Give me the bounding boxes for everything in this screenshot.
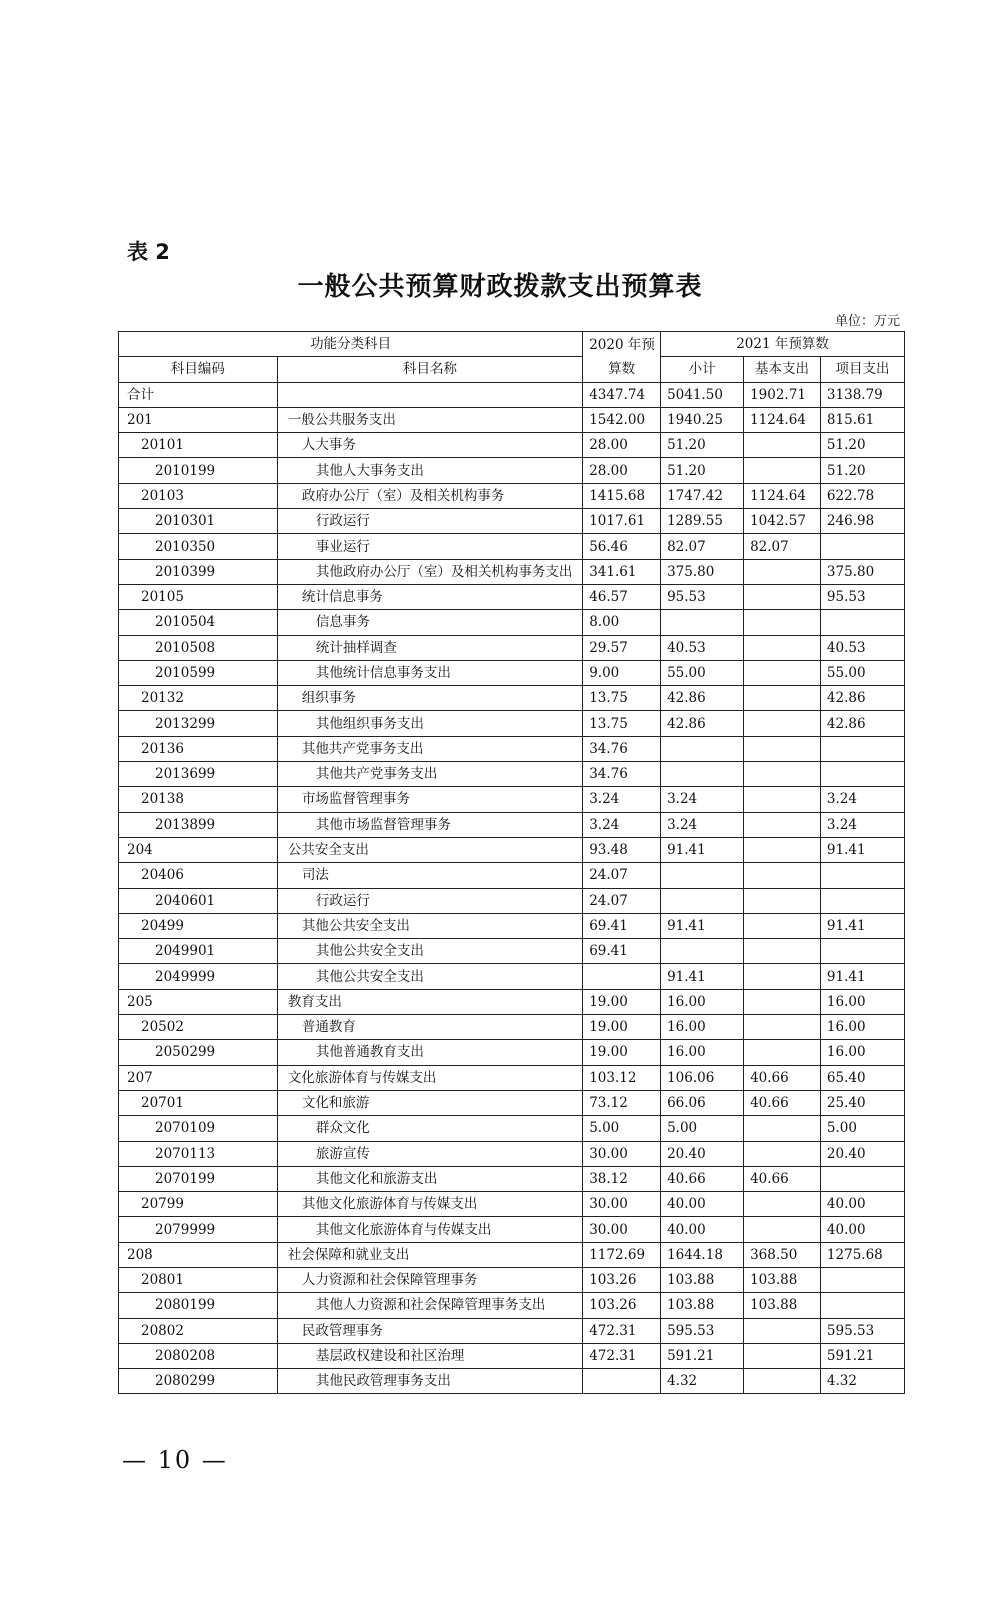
basic-cell [744,1040,821,1065]
subtotal-cell: 91.41 [661,964,744,989]
header-budget-2021: 2021 年预算数 [661,332,905,357]
budget-2020-cell: 3.24 [583,787,661,812]
budget-2020-cell: 28.00 [583,458,661,483]
name-cell: 其他公共安全支出 [277,964,582,989]
name-cell: 政府办公厅（室）及相关机构事务 [277,483,582,508]
code-cell: 2010199 [119,458,278,483]
subtotal-cell: 4.32 [661,1369,744,1394]
project-cell: 16.00 [820,989,904,1014]
basic-cell [744,863,821,888]
basic-cell: 82.07 [744,534,821,559]
project-cell: 65.40 [820,1065,904,1090]
basic-cell [744,610,821,635]
name-cell: 其他共产党事务支出 [277,736,582,761]
subtotal-cell: 1747.42 [661,483,744,508]
table-row [119,1015,905,1040]
budget-2020-cell: 5.00 [583,1116,661,1141]
code-cell: 2010350 [119,534,278,559]
subtotal-cell: 103.88 [661,1293,744,1318]
basic-cell [744,787,821,812]
subtotal-cell [661,762,744,787]
basic-cell: 40.66 [744,1166,821,1191]
table-row [119,1116,905,1141]
subtotal-cell: 591.21 [661,1343,744,1368]
budget-2020-cell: 1415.68 [583,483,661,508]
basic-cell [744,584,821,609]
basic-cell [744,458,821,483]
code-cell: 20801 [119,1267,278,1292]
name-cell: 事业运行 [277,534,582,559]
table-row [119,1318,905,1343]
table-row [119,584,905,609]
budget-table [118,331,905,1394]
project-cell [820,1166,904,1191]
code-cell: 207 [119,1065,278,1090]
budget-2020-cell [583,964,661,989]
table-row [119,1293,905,1318]
code-cell: 20499 [119,913,278,938]
name-cell: 其他共产党事务支出 [277,762,582,787]
project-cell: 25.40 [820,1090,904,1115]
project-cell [820,888,904,913]
basic-cell: 40.66 [744,1065,821,1090]
code-cell: 2013299 [119,711,278,736]
code-cell: 2010301 [119,509,278,534]
budget-2020-cell: 56.46 [583,534,661,559]
basic-cell [744,939,821,964]
name-cell: 群众文化 [277,1116,582,1141]
code-cell: 20132 [119,686,278,711]
basic-cell: 103.88 [744,1293,821,1318]
subtotal-cell [661,736,744,761]
project-cell: 1275.68 [820,1242,904,1267]
basic-cell [744,1217,821,1242]
table-row [119,686,905,711]
project-cell [820,762,904,787]
basic-cell: 40.66 [744,1090,821,1115]
budget-2020-cell: 8.00 [583,610,661,635]
name-cell: 统计抽样调查 [277,635,582,660]
basic-cell [744,635,821,660]
name-cell: 其他文化旅游体育与传媒支出 [277,1217,582,1242]
budget-2020-cell: 30.00 [583,1217,661,1242]
code-cell: 20105 [119,584,278,609]
project-cell [820,736,904,761]
header-project: 项目支出 [820,357,904,382]
project-cell: 3138.79 [820,382,904,407]
name-cell: 普通教育 [277,1015,582,1040]
project-cell [820,939,904,964]
project-cell [820,610,904,635]
basic-cell: 368.50 [744,1242,821,1267]
code-cell: 2079999 [119,1217,278,1242]
basic-cell [744,964,821,989]
table-row [119,509,905,534]
subtotal-cell: 16.00 [661,1040,744,1065]
subtotal-cell: 66.06 [661,1090,744,1115]
header-budget-2020 [583,332,661,383]
subtotal-cell: 16.00 [661,989,744,1014]
subtotal-cell: 1289.55 [661,509,744,534]
subtotal-cell: 3.24 [661,812,744,837]
budget-2020-cell: 13.75 [583,711,661,736]
project-cell: 815.61 [820,407,904,432]
budget-2020-cell: 34.76 [583,762,661,787]
table-row [119,610,905,635]
subtotal-cell: 91.41 [661,913,744,938]
budget-2020-cell: 103.26 [583,1293,661,1318]
basic-cell [744,812,821,837]
project-cell [820,863,904,888]
project-cell: 5.00 [820,1116,904,1141]
name-cell: 其他民政管理事务支出 [277,1369,582,1394]
code-cell: 2080299 [119,1369,278,1394]
project-cell: 622.78 [820,483,904,508]
project-cell: 595.53 [820,1318,904,1343]
project-cell: 375.80 [820,559,904,584]
table-row [119,483,905,508]
table-row [119,888,905,913]
header-row-2 [119,357,905,382]
table-row [119,1090,905,1115]
name-cell: 其他人大事务支出 [277,458,582,483]
table-row [119,1166,905,1191]
subtotal-cell: 40.66 [661,1166,744,1191]
project-cell: 40.53 [820,635,904,660]
basic-cell: 1042.57 [744,509,821,534]
name-cell: 教育支出 [277,989,582,1014]
budget-2020-cell: 73.12 [583,1090,661,1115]
basic-cell [744,1369,821,1394]
budget-2020-cell: 472.31 [583,1343,661,1368]
budget-2020-cell: 24.07 [583,888,661,913]
basic-cell: 1902.71 [744,382,821,407]
project-cell: 16.00 [820,1040,904,1065]
basic-cell [744,989,821,1014]
subtotal-cell: 3.24 [661,787,744,812]
subtotal-cell: 595.53 [661,1318,744,1343]
project-cell [820,1293,904,1318]
project-cell: 40.00 [820,1217,904,1242]
code-cell: 20136 [119,736,278,761]
name-cell: 其他文化旅游体育与传媒支出 [277,1192,582,1217]
name-cell: 民政管理事务 [277,1318,582,1343]
name-cell: 其他人力资源和社会保障管理事务支出 [277,1293,582,1318]
table-row [119,458,905,483]
budget-2020-cell: 1542.00 [583,407,661,432]
budget-2020-cell: 103.26 [583,1267,661,1292]
name-cell: 人大事务 [277,433,582,458]
budget-2020-cell: 1172.69 [583,1242,661,1267]
code-cell: 2010599 [119,660,278,685]
header-budget-2020-line1: 2020 年预 [589,336,655,353]
name-cell: 其他文化和旅游支出 [277,1166,582,1191]
basic-cell [744,1015,821,1040]
table-row [119,1040,905,1065]
subtotal-cell [661,888,744,913]
basic-cell: 103.88 [744,1267,821,1292]
name-cell: 公共安全支出 [277,837,582,862]
project-cell: 20.40 [820,1141,904,1166]
code-cell: 204 [119,837,278,862]
budget-2020-cell: 1017.61 [583,509,661,534]
code-cell: 合计 [119,382,278,407]
table-row [119,559,905,584]
code-cell: 20101 [119,433,278,458]
project-cell: 55.00 [820,660,904,685]
budget-2020-cell: 103.12 [583,1065,661,1090]
budget-2020-cell: 13.75 [583,686,661,711]
name-cell: 文化旅游体育与传媒支出 [277,1065,582,1090]
table-row [119,863,905,888]
name-cell: 司法 [277,863,582,888]
basic-cell [744,711,821,736]
basic-cell [744,1116,821,1141]
project-cell [820,1267,904,1292]
code-cell: 2080208 [119,1343,278,1368]
code-cell: 2010399 [119,559,278,584]
table-row [119,1369,905,1394]
budget-2020-cell [583,1369,661,1394]
basic-cell [744,1192,821,1217]
page-number: — 10 — [122,1446,228,1474]
name-cell: 其他政府办公厅（室）及相关机构事务支出 [277,559,582,584]
subtotal-cell: 5.00 [661,1116,744,1141]
budget-2020-cell: 38.12 [583,1166,661,1191]
name-cell: 其他市场监督管理事务 [277,812,582,837]
code-cell: 20138 [119,787,278,812]
basic-cell [744,736,821,761]
project-cell: 91.41 [820,913,904,938]
subtotal-cell: 91.41 [661,837,744,862]
basic-cell [744,686,821,711]
name-cell: 组织事务 [277,686,582,711]
budget-2020-cell: 69.41 [583,913,661,938]
code-cell: 2080199 [119,1293,278,1318]
budget-2020-cell: 4347.74 [583,382,661,407]
table-row [119,837,905,862]
code-cell: 2040601 [119,888,278,913]
code-cell: 2010508 [119,635,278,660]
project-cell [820,534,904,559]
table-row [119,1141,905,1166]
header-function-category: 功能分类科目 [119,332,583,357]
code-cell: 20799 [119,1192,278,1217]
table-row [119,762,905,787]
project-cell: 91.41 [820,964,904,989]
code-cell: 208 [119,1242,278,1267]
subtotal-cell: 42.86 [661,711,744,736]
name-cell: 其他组织事务支出 [277,711,582,736]
name-cell [277,382,582,407]
project-cell: 4.32 [820,1369,904,1394]
subtotal-cell: 20.40 [661,1141,744,1166]
budget-2020-cell: 9.00 [583,660,661,685]
subtotal-cell: 5041.50 [661,382,744,407]
name-cell: 行政运行 [277,509,582,534]
table-label: 表 2 [127,240,170,264]
table-row [119,1267,905,1292]
project-cell: 91.41 [820,837,904,862]
subtotal-cell [661,939,744,964]
basic-cell [744,1343,821,1368]
header-subtotal: 小计 [661,357,744,382]
budget-2020-cell: 24.07 [583,863,661,888]
budget-2020-cell: 46.57 [583,584,661,609]
code-cell: 2049999 [119,964,278,989]
code-cell: 2013699 [119,762,278,787]
subtotal-cell: 51.20 [661,433,744,458]
code-cell: 205 [119,989,278,1014]
budget-2020-cell: 19.00 [583,1015,661,1040]
subtotal-cell [661,610,744,635]
name-cell: 一般公共服务支出 [277,407,582,432]
document-title: 一般公共预算财政拨款支出预算表 [297,272,703,302]
subtotal-cell: 42.86 [661,686,744,711]
table-row [119,1192,905,1217]
table-row [119,736,905,761]
budget-2020-cell: 69.41 [583,939,661,964]
code-cell: 20103 [119,483,278,508]
name-cell: 市场监督管理事务 [277,787,582,812]
budget-2020-cell: 93.48 [583,837,661,862]
project-cell: 591.21 [820,1343,904,1368]
subtotal-cell: 106.06 [661,1065,744,1090]
name-cell: 其他公共安全支出 [277,939,582,964]
subtotal-cell: 1644.18 [661,1242,744,1267]
budget-2020-cell: 3.24 [583,812,661,837]
budget-2020-cell: 34.76 [583,736,661,761]
unit-label: 单位：万元 [834,314,900,329]
basic-cell [744,1141,821,1166]
table-row [119,1242,905,1267]
basic-cell [744,762,821,787]
code-cell: 20502 [119,1015,278,1040]
subtotal-cell: 375.80 [661,559,744,584]
table-row [119,1217,905,1242]
basic-cell [744,433,821,458]
basic-cell [744,913,821,938]
budget-table-body [119,382,905,1394]
table-row [119,939,905,964]
basic-cell [744,888,821,913]
subtotal-cell: 103.88 [661,1267,744,1292]
budget-2020-cell: 28.00 [583,433,661,458]
code-cell: 2070113 [119,1141,278,1166]
basic-cell [744,1318,821,1343]
name-cell: 其他公共安全支出 [277,913,582,938]
basic-cell: 1124.64 [744,407,821,432]
project-cell: 42.86 [820,711,904,736]
code-cell: 2013899 [119,812,278,837]
project-cell: 3.24 [820,787,904,812]
table-row [119,407,905,432]
table-row [119,812,905,837]
basic-cell [744,660,821,685]
code-cell: 2049901 [119,939,278,964]
project-cell: 51.20 [820,458,904,483]
subtotal-cell: 1940.25 [661,407,744,432]
name-cell: 统计信息事务 [277,584,582,609]
name-cell: 信息事务 [277,610,582,635]
subtotal-cell: 40.53 [661,635,744,660]
name-cell: 其他统计信息事务支出 [277,660,582,685]
project-cell: 3.24 [820,812,904,837]
basic-cell: 1124.64 [744,483,821,508]
name-cell: 人力资源和社会保障管理事务 [277,1267,582,1292]
subtotal-cell: 16.00 [661,1015,744,1040]
header-code: 科目编码 [119,357,278,382]
table-row [119,433,905,458]
budget-2020-cell: 472.31 [583,1318,661,1343]
code-cell: 20802 [119,1318,278,1343]
name-cell: 社会保障和就业支出 [277,1242,582,1267]
table-row [119,989,905,1014]
subtotal-cell: 40.00 [661,1217,744,1242]
table-row [119,913,905,938]
basic-cell [744,559,821,584]
basic-cell [744,837,821,862]
code-cell: 2070199 [119,1166,278,1191]
budget-2020-cell: 19.00 [583,1040,661,1065]
code-cell: 201 [119,407,278,432]
code-cell: 2050299 [119,1040,278,1065]
table-row [119,1343,905,1368]
budget-2020-cell: 30.00 [583,1192,661,1217]
project-cell: 95.53 [820,584,904,609]
table-row [119,1065,905,1090]
name-cell: 行政运行 [277,888,582,913]
code-cell: 2070109 [119,1116,278,1141]
project-cell: 42.86 [820,686,904,711]
project-cell: 40.00 [820,1192,904,1217]
code-cell: 20406 [119,863,278,888]
project-cell: 51.20 [820,433,904,458]
header-row-1 [119,332,905,357]
table-row [119,382,905,407]
name-cell: 基层政权建设和社区治理 [277,1343,582,1368]
budget-2020-cell: 30.00 [583,1141,661,1166]
name-cell: 旅游宣传 [277,1141,582,1166]
budget-2020-cell: 19.00 [583,989,661,1014]
subtotal-cell: 51.20 [661,458,744,483]
subtotal-cell: 82.07 [661,534,744,559]
project-cell: 246.98 [820,509,904,534]
header-budget-2020-line2: 算数 [608,360,636,377]
table-row [119,711,905,736]
subtotal-cell: 40.00 [661,1192,744,1217]
name-cell: 文化和旅游 [277,1090,582,1115]
subtotal-cell: 55.00 [661,660,744,685]
budget-2020-cell: 341.61 [583,559,661,584]
header-basic: 基本支出 [744,357,821,382]
table-row [119,660,905,685]
project-cell: 16.00 [820,1015,904,1040]
name-cell: 其他普通教育支出 [277,1040,582,1065]
budget-2020-cell: 29.57 [583,635,661,660]
subtotal-cell [661,863,744,888]
subtotal-cell: 95.53 [661,584,744,609]
table-row [119,635,905,660]
table-row [119,964,905,989]
table-row [119,787,905,812]
header-name: 科目名称 [277,357,582,382]
code-cell: 20701 [119,1090,278,1115]
code-cell: 2010504 [119,610,278,635]
table-row [119,534,905,559]
